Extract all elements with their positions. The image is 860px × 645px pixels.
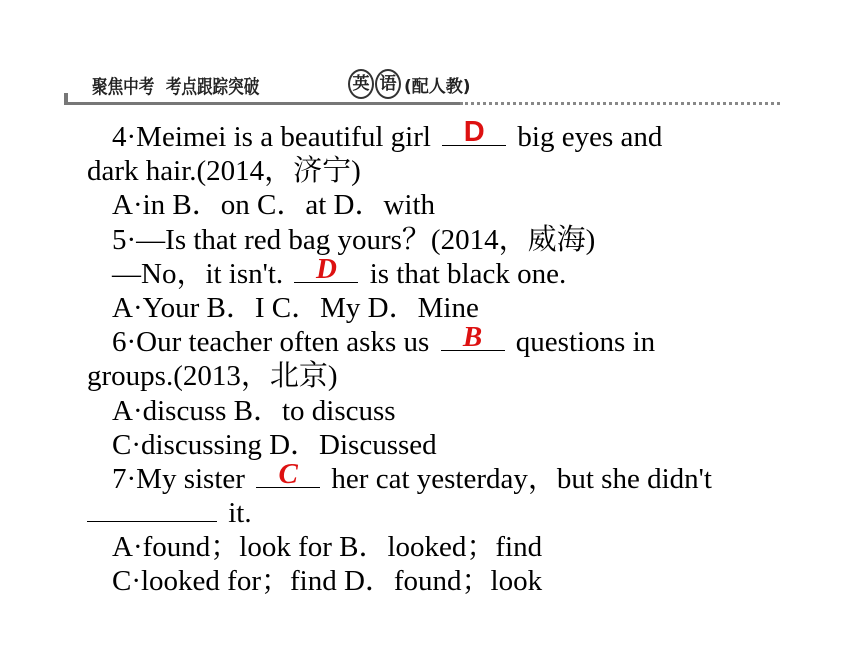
q6-answer: B: [462, 320, 483, 353]
header-subtitle: (配人教): [404, 76, 471, 97]
q7-stem-line-1: [87, 457, 827, 496]
q4-stem-line-2: dark hair.(2014，济宁): [87, 155, 361, 188]
q5-answer: D: [315, 252, 337, 285]
q4-stem-line-1: [87, 115, 827, 154]
q4-blank: [442, 115, 506, 148]
q5-stem-b: —No，it isn't.: [112, 257, 284, 290]
question-list: [87, 115, 827, 599]
q7-answer: C: [278, 457, 298, 490]
header-rule-dotted: [460, 102, 780, 105]
q5-options: A·Your B．I C．My D．Mine: [112, 291, 479, 324]
q6-blank: [441, 320, 505, 353]
q5-blank: [294, 252, 358, 285]
header-title-left: 聚焦中考: [92, 76, 155, 98]
q6-stem-line-1: [87, 320, 827, 359]
q6-stem-b: questions in: [515, 326, 656, 359]
q4-stem-a: 4·Meimei is a beautiful girl: [112, 121, 431, 153]
q6-options-2: C·discussing D．Discussed: [112, 428, 437, 461]
q4-options: A·in B．on C．at D．with: [112, 189, 436, 222]
page-header: [0, 0, 860, 110]
badge-char-1: 英: [348, 69, 374, 99]
q7-blank-2: [87, 499, 217, 522]
q5-stem-line-1: 5·—Is that red bag yours？(2014，威海): [112, 223, 596, 256]
q7-stem-a: 7·My sister: [112, 462, 245, 495]
q6-options-1: A·discuss B．to discuss: [112, 394, 396, 427]
q7-options-1: A·found；look for B．looked；find: [112, 531, 543, 564]
header-title-mid: 考点跟踪突破: [165, 76, 260, 98]
q7-stem-line-2: [87, 496, 827, 530]
q5-stem-c: is that black one.: [369, 257, 567, 290]
q7-stem-b: her cat yesterday，but she didn't: [331, 462, 712, 495]
q6-stem-line-2: groups.(2013，北京): [87, 360, 338, 393]
header-rule-solid: [67, 102, 460, 105]
q4-answer: D: [463, 115, 485, 148]
q5-stem-line-2: [87, 252, 827, 291]
q7-blank-1: [256, 457, 320, 490]
q6-stem-a: 6·Our teacher often asks us: [112, 326, 430, 359]
q7-stem-c: it.: [228, 497, 252, 530]
subject-badge: [348, 67, 471, 101]
q4-stem-b: big eyes and: [517, 121, 663, 153]
q7-options-2: C·looked for；find D．found；look: [112, 565, 543, 598]
badge-char-2: 语: [375, 69, 401, 99]
header-title: [92, 72, 271, 99]
